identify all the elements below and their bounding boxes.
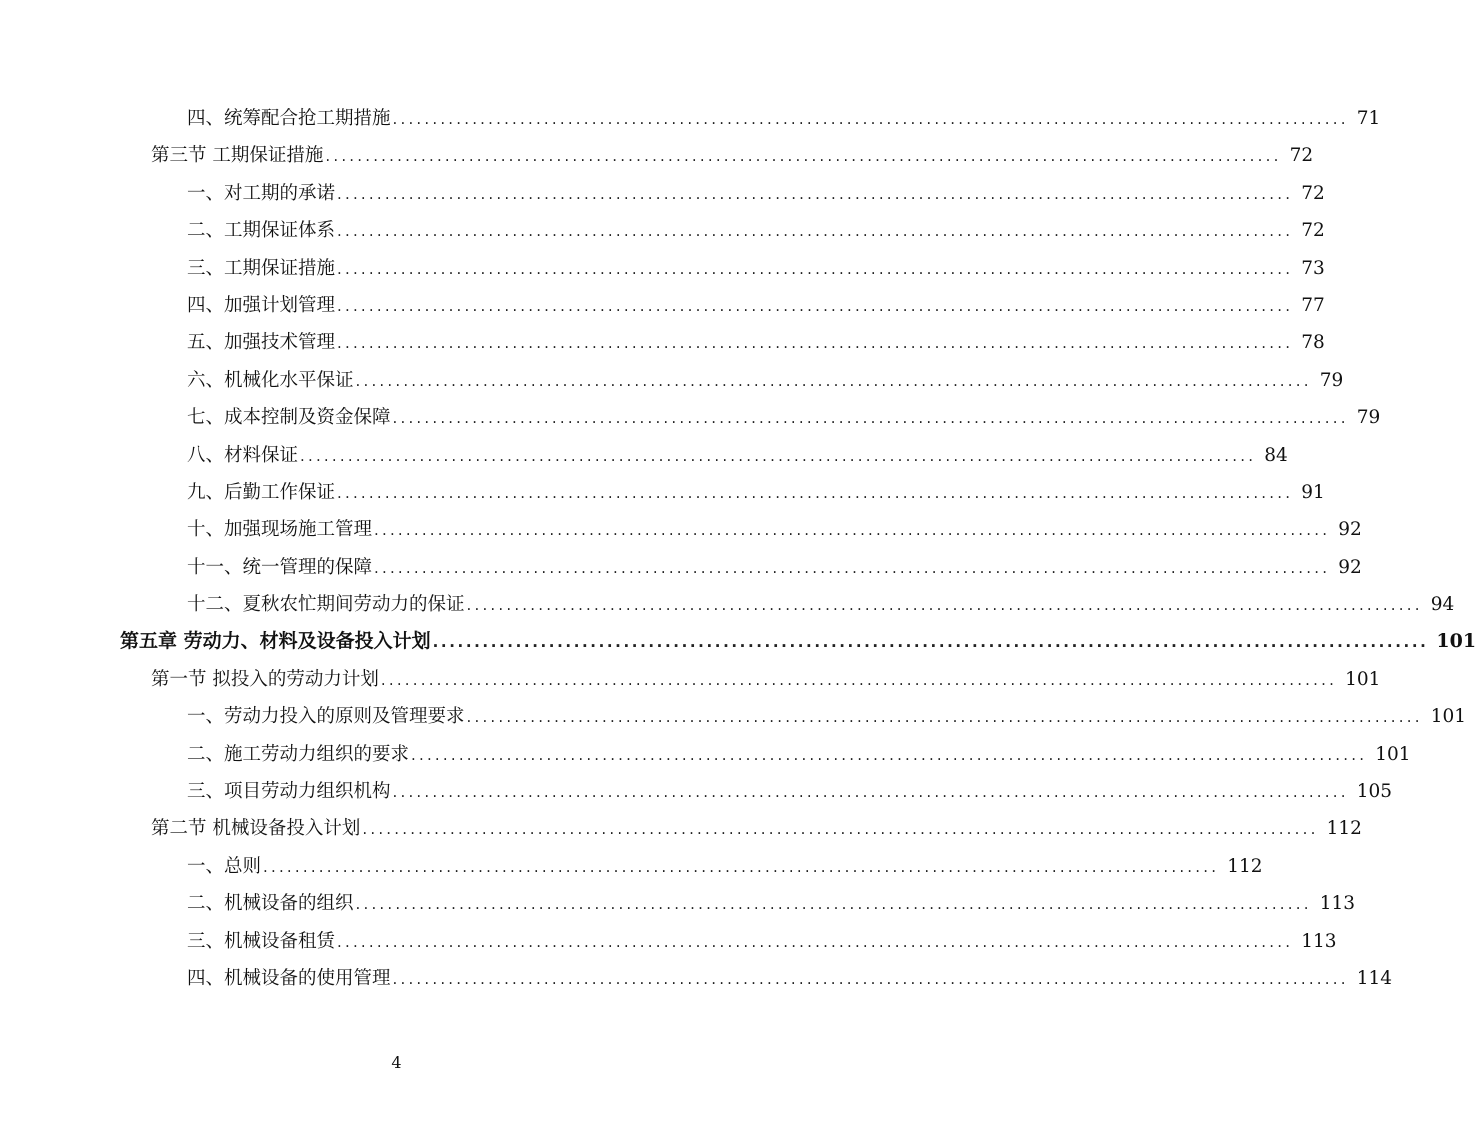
toc-entry-title: 第三节 工期保证措施 [151,145,324,167]
toc-entry-title: 十二、夏秋农忙期间劳动力的保证 [187,594,465,616]
toc-subsection-entry[interactable] [187,399,1381,436]
toc-section-entry[interactable] [151,661,1381,698]
toc-subsection-entry[interactable] [187,324,1325,361]
toc-dot-leader: ........................................................................................................................ [300,446,1257,465]
toc-entry-title: 五、加强技术管理 [187,332,336,354]
toc-dot-leader: ........................................................................................................................ [337,334,1294,353]
toc-subsection-entry[interactable] [187,212,1325,249]
toc-subsection-entry[interactable] [187,175,1325,212]
toc-section-entry[interactable] [151,810,1362,847]
toc-dot-leader: ........................................................................................................................ [337,932,1294,951]
toc-entry-title: 一、总则 [187,855,262,877]
toc-entry-page: 79 [1356,407,1381,429]
toc-entry-page: 101 [1375,743,1411,765]
toc-entry-title: 三、机械设备租赁 [187,930,336,952]
toc-dot-leader: ........................................................................................................................ [325,147,1282,166]
toc-dot-leader: ........................................................................................................................ [337,259,1294,278]
toc-subsection-entry[interactable] [187,698,1466,735]
toc-entry-title: 第二节 机械设备投入计划 [151,818,361,840]
toc-entry-title: 七、成本控制及资金保障 [187,407,391,429]
toc-entry-page: 114 [1356,967,1392,989]
toc-dot-leader: ........................................................................................................................ [362,820,1319,839]
toc-subsection-entry[interactable] [187,474,1325,511]
toc-dot-leader: ........................................................................................................................ [392,409,1349,428]
toc-dot-leader: ........................................................................................................................ [337,222,1294,241]
toc-entry-title: 十、加强现场施工管理 [187,519,373,541]
toc-dot-leader: ........................................................................................................................ [380,670,1338,689]
toc-entry-title: 三、工期保证措施 [187,257,336,279]
toc-subsection-entry[interactable] [187,586,1455,623]
page-number: 4 [391,1053,402,1072]
toc-dot-leader: ........................................................................................................................ [392,110,1349,128]
toc-subsection-entry[interactable] [187,885,1355,922]
toc-subsection-entry[interactable] [187,250,1325,287]
toc-subsection-entry[interactable] [187,848,1263,885]
toc-entry-title: 二、工期保证体系 [187,220,336,242]
toc-entry-page: 72 [1289,145,1314,167]
toc-entry-title: 四、机械设备的使用管理 [187,967,391,989]
toc-subsection-entry[interactable] [187,362,1344,399]
toc-entry-title: 四、加强计划管理 [187,294,336,316]
toc-entry-page: 101 [1430,706,1466,728]
toc-dot-leader: ........................................................................................................................ [337,184,1294,203]
toc-entry-page: 94 [1430,594,1455,616]
toc-section-entry[interactable] [151,137,1314,174]
toc-dot-leader: ........................................................................................................................ [392,969,1349,988]
toc-dot-leader: ........................................................................................................................ [355,895,1312,914]
toc-entry-page: 113 [1301,930,1337,952]
toc-entry-page: 112 [1326,818,1362,840]
toc-entry-page: 105 [1356,781,1392,803]
toc-entry-page: 101 [1436,630,1476,653]
toc-chapter-entry[interactable] [120,623,1476,660]
toc-entry-title: 第一节 拟投入的劳动力计划 [151,668,379,690]
toc-entry-page: 78 [1301,332,1325,354]
toc-entry-page: 84 [1264,444,1288,466]
toc-entry-page: 79 [1319,369,1344,391]
table-of-contents [0,100,1476,997]
toc-entry-page: 113 [1319,893,1355,915]
toc-subsection-entry[interactable] [187,511,1362,548]
toc-entry-page: 112 [1227,855,1263,877]
toc-entry-page: 91 [1301,481,1325,503]
toc-entry-title: 一、劳动力投入的原则及管理要求 [187,706,465,728]
toc-entry-page: 77 [1301,294,1325,316]
toc-entry-title: 六、机械化水平保证 [187,369,354,391]
toc-entry-title: 第五章 劳动力、材料及设备投入计划 [120,630,431,653]
toc-dot-leader: ........................................................................................................................ [374,521,1331,540]
toc-subsection-entry[interactable] [187,437,1288,474]
toc-dot-leader: ........................................................................................................................ [374,558,1331,577]
toc-entry-page: 73 [1301,257,1325,279]
toc-subsection-entry[interactable] [187,773,1392,810]
toc-entry-title: 一、对工期的承诺 [187,182,336,204]
toc-subsection-entry[interactable] [187,287,1325,324]
toc-entry-page: 72 [1301,220,1325,242]
toc-entry-page: 101 [1345,668,1381,690]
toc-subsection-entry[interactable] [187,549,1362,586]
toc-entry-title: 二、机械设备的组织 [187,893,354,915]
toc-dot-leader: ........................................................................................................................ [355,371,1312,390]
toc-entry-page: 92 [1338,519,1362,541]
toc-dot-leader: ........................................................................................................................ [466,708,1423,727]
toc-entry-title: 二、施工劳动力组织的要求 [187,743,410,765]
toc-subsection-entry[interactable] [187,923,1337,960]
toc-dot-leader: ........................................................................................................................ [432,633,1429,652]
toc-entry-page: 72 [1301,182,1325,204]
toc-dot-leader: ........................................................................................................................ [392,783,1349,802]
toc-subsection-entry[interactable] [187,960,1392,997]
toc-entry-title: 九、后勤工作保证 [187,481,336,503]
toc-entry-title: 八、材料保证 [187,444,299,466]
toc-dot-leader: ........................................................................................................................ [263,857,1220,876]
toc-subsection-entry[interactable] [187,100,1381,137]
toc-dot-leader: ........................................................................................................................ [337,296,1294,315]
toc-entry-title: 三、项目劳动力组织机构 [187,781,391,803]
toc-dot-leader: ........................................................................................................................ [466,596,1423,615]
toc-dot-leader: ........................................................................................................................ [411,745,1368,764]
toc-entry-title: 十一、统一管理的保障 [187,556,373,578]
toc-entry-title: 四、统筹配合抢工期措施 [187,108,391,129]
toc-entry-page: 71 [1356,108,1381,129]
toc-dot-leader: ........................................................................................................................ [337,483,1294,502]
toc-subsection-entry[interactable] [187,736,1411,773]
toc-entry-page: 92 [1338,556,1362,578]
